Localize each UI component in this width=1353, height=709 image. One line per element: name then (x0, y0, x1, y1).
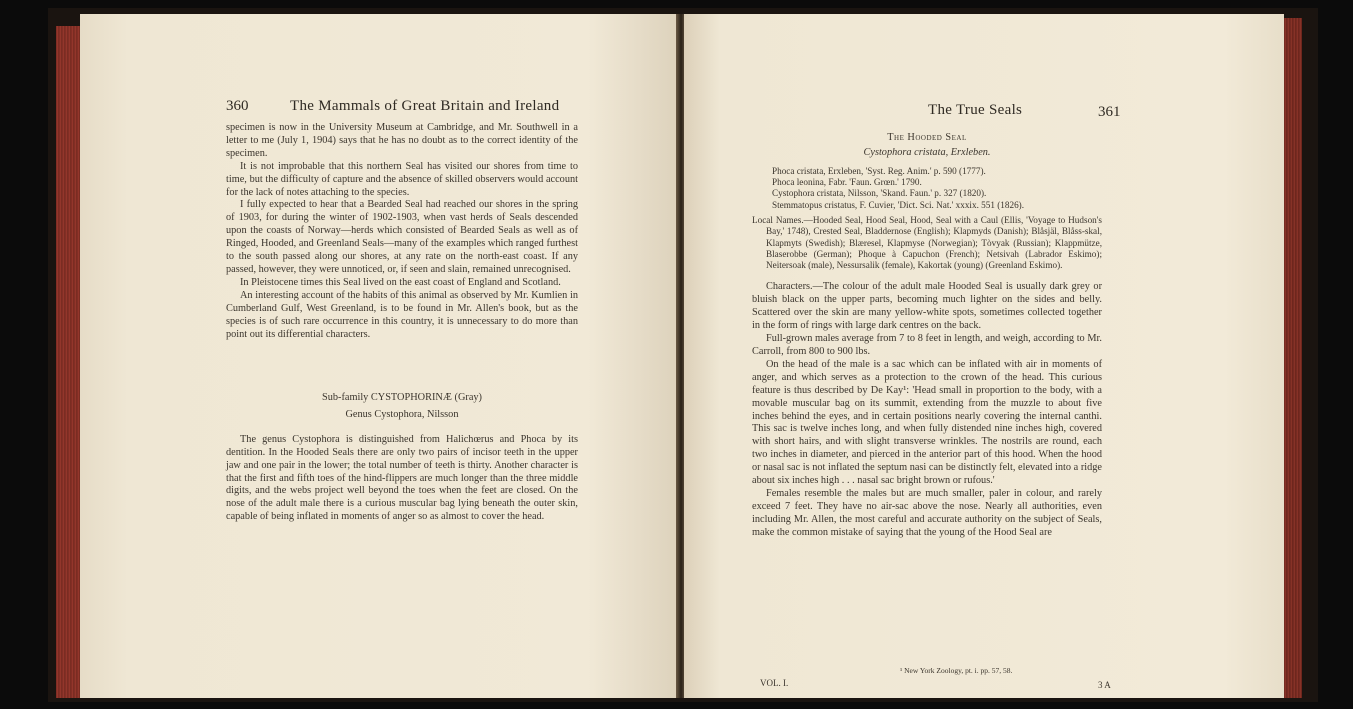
left-running-head: The Mammals of Great Britain and Ireland (290, 98, 560, 114)
synonym-entry: Stemmatopus cristatus, F. Cuvier, 'Dict. Sci. Nat.' xxxix. 551 (1826). (772, 199, 1025, 210)
right-paragraph: Females resemble the males but are much smaller, paler in colour, and rarely exceed 7 feet. They have no air-sac above the nose. Nearly all authorities, even including Mr. Allen, the most careful and accurate authority on the subject of Seals, make the common mistake of saying that the young of the Hood Seal are (752, 487, 1102, 538)
genus-paragraph: The genus Cystophora is distinguished from Halichœrus and Phoca by its dentition. In the Hooded Seals there are only two pairs of incisor teeth in the upper jaw and one pair in the lower; the total number of teeth is thirty. Another character is that the first and fifth toes of the hind-flippers are much longer than the three middle digits, and the webs project well beyond the toes when the feet are closed. On the nose of the adult male there is a curious muscular bag lying beneath the outer skin, capable of being inflated in moments of anger so as almost to cover the head. (226, 433, 578, 523)
right-body (752, 132, 1102, 540)
synonym-entry: Phoca cristata, Erxleben, 'Syst. Reg. Anim.' p. 590 (1777). (772, 165, 986, 176)
right-paragraph: Characters.—The colour of the adult male Hooded Seal is usually dark grey or bluish black on the upper parts, becoming much lighter on the sides and belly. Scattered over the skin are many yellow-white spots, sometimes collected together in the form of rings with large dark centres on the back. (752, 281, 1102, 332)
local-names-text: Local Names.—Hooded Seal, Hood Seal, Hood, Seal with a Caul (Ellis, 'Voyage to Hudson's Bay,' 1748), Crested Seal, Bladdernose (English); Klapmyds (Danish); Blåsjäl, Blåss-skal, Klapmyts (Swedish); Blæresel, Klapmyse (Norwegian); Tòvyak (Russian); Klappmütze, Blaserobbe (German); Phoque à Capuchon (French); Netsivah (Labrador Eskimo); Neitersoak (male), Nessursalik (female), Kakortak (young) (Greenland Eskimo). (752, 215, 1102, 271)
species-name: Cystophora cristata, Erxleben. (863, 146, 991, 158)
synonym-entry: Cystophora cristata, Nilsson, 'Skand. Faun.' p. 327 (1820). (772, 188, 987, 199)
footnote: ¹ New York Zoology, pt. i. pp. 57, 58. (900, 666, 1013, 675)
left-paragraph: In Pleistocene times this Seal lived on the east coast of England and Scotland. (240, 276, 561, 288)
section-title: The Hooded Seal (887, 132, 967, 143)
left-paragraph: specimen is now in the University Museum at Cambridge, and Mr. Southwell in a letter to me (July 1, 1904) says that he has no doubt as to the correct identity of the specimen. (226, 122, 578, 159)
left-body (226, 122, 578, 341)
synonym-list (752, 166, 1102, 211)
synonym-entry: Phoca leonina, Fabr. 'Faun. Grœn.' 1790. (772, 177, 922, 188)
right-running-head: The True Seals (928, 102, 1023, 118)
left-paragraph: It is not improbable that this northern Seal has visited our shores from time to time, but the difficulty of capture and the absence of skilled observers would account for the lack of notes attaching to the species. (226, 160, 578, 198)
local-names (752, 215, 1102, 271)
left-subfamily-block (226, 392, 578, 524)
right-page-number: 361 (1098, 104, 1121, 120)
left-page-edges (56, 26, 82, 698)
left-page-number: 360 (226, 98, 249, 114)
characters-section (752, 281, 1102, 539)
right-paragraph: Full-grown males average from 7 to 8 feet in length, and weigh, according to Mr. Carroll, from 800 to 900 lbs. (752, 333, 1102, 358)
left-paragraph: An interesting account of the habits of this animal as observed by Mr. Kumlien in Cumberland Gulf, West Greenland, is to be found in Mr. Allen's book, but as the species is of such rare occurrence in this country, it is unnecessary to do more than point out its differential characters. (226, 289, 578, 340)
left-paragraph: I fully expected to hear that a Bearded Seal had reached our shores in the spring of 1903, for during the winter of 1902-1903, when vast herds of Seals descended upon the coasts of Norway—herds which consisted of Bearded Seals as well as of Ringed, Hooded, and Greenland Seals—many of the examples which ranged furthest to the south passed along our shores, at any rate on the north-east coast. If any passed, however, they were unnoticed, or, if seen and slain, remained unrecognised. (226, 199, 578, 275)
right-paragraph: On the head of the male is a sac which can be inflated with air in moments of anger, and which serves as a protection to the crown of the head. This curious feature is thus described by De Kay¹: 'Head small in proportion to the body, with a movable muscular bag on its summit, extending from the muzzle to about five inches behind the eyes, and in certain positions nearly covering the internal canthi. This sac is twelve inches long, and when fully distended nine inches high, covered with short hairs, and with slight transverse wrinkles. The nostrils are round, each two inches in diameter, and pierced in the anterior part of this hood. When the hood or nasal sac is not inflated the septum nasi can be distinctly felt, elevated into a ridge about six inches high . . . nasal sac bright brown or rufous.' (752, 358, 1102, 487)
volume-label: VOL. I. (760, 678, 789, 688)
right-page-edges (1284, 18, 1302, 698)
signature-mark: 3 A (1098, 680, 1111, 690)
genus-heading: Genus Cystophora, Nilsson (345, 408, 459, 420)
left-page (80, 14, 678, 698)
subfamily-heading: Sub-family CYSTOPHORINÆ (Gray) (322, 392, 482, 403)
